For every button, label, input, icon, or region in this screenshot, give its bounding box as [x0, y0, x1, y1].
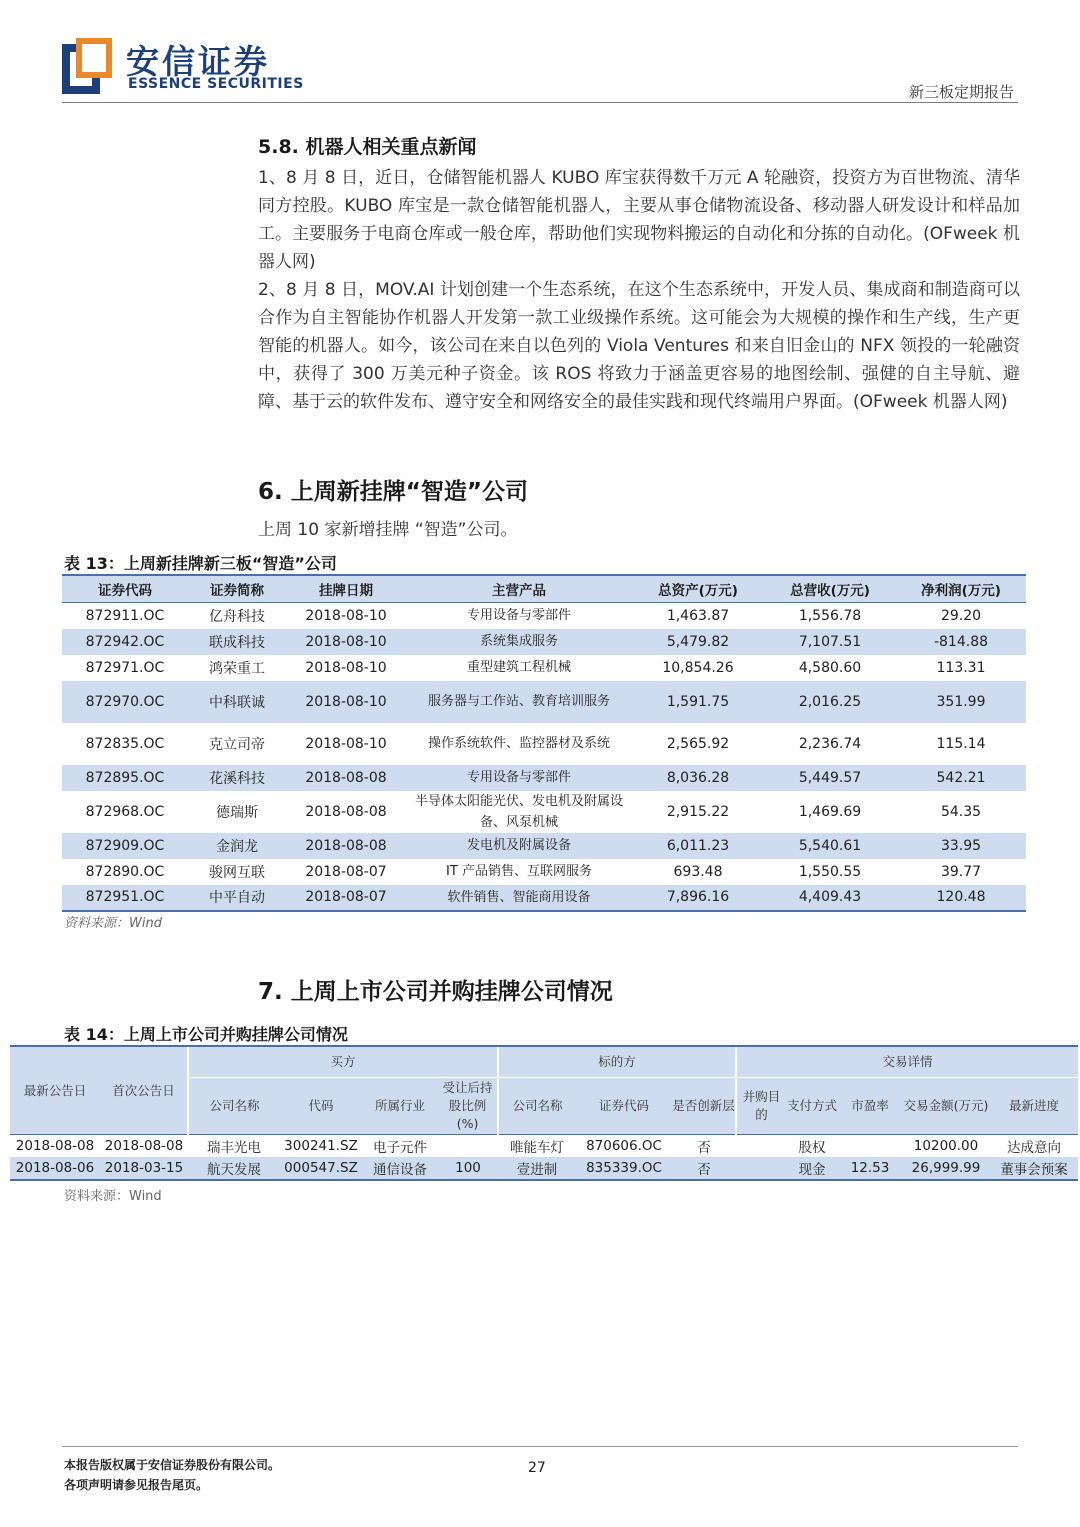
cell-name: 鸿荣重工 — [209, 660, 265, 677]
cell-revenue: 1,556.78 — [798, 607, 862, 624]
cell-target-code: 835339.OC — [576, 1157, 672, 1180]
cell-product: 系统集成服务 — [406, 629, 632, 655]
cell-target-name: 唯能车灯 — [510, 1140, 565, 1156]
cell-amount: 26,999.99 — [902, 1157, 990, 1180]
cell-product: 专用设备与零部件 — [406, 765, 632, 791]
brand-name: 安信证券 — [126, 42, 270, 81]
table-14-caption: 表 14：上周上市公司并购挂牌公司情况 — [64, 1025, 348, 1044]
col-header-buyer-name: 公司名称 — [188, 1078, 280, 1135]
cell-date: 2018-08-10 — [305, 659, 387, 676]
cell-code: 872895.OC — [62, 765, 188, 791]
col-header-target-code: 证券代码 — [576, 1078, 672, 1135]
col-header-amount: 交易金额(万元) — [902, 1078, 990, 1135]
cell-buyer-code: 300241.SZ — [284, 1138, 358, 1154]
table-row — [62, 723, 1026, 765]
cell-purpose — [736, 1135, 786, 1158]
table-14-source: 资料来源：Wind — [64, 1189, 162, 1204]
cell-name: 德瑞斯 — [216, 804, 258, 821]
cell-date: 2018-08-10 — [286, 629, 406, 655]
cell-pe — [838, 1135, 902, 1158]
col-header-target-name: 公司名称 — [498, 1078, 576, 1135]
table-row — [62, 603, 1026, 629]
page-number: 27 — [528, 1460, 546, 1476]
cell-revenue: 1,469.69 — [798, 803, 862, 820]
table-row — [62, 833, 1026, 859]
cell-name: 亿舟科技 — [209, 608, 265, 625]
table-group-header-row — [10, 1046, 1078, 1078]
cell-holding-ratio — [438, 1135, 498, 1158]
col-header-progress: 最新进度 — [990, 1078, 1078, 1135]
table-13-source: 资料来源：Wind — [64, 916, 162, 931]
col-header-name: 证券简称 — [188, 575, 286, 603]
cell-name: 花溪科技 — [188, 765, 286, 791]
cell-innovation-tier: 否 — [672, 1157, 736, 1180]
footer-disclaimer: 各项声明请参见报告尾页。 — [64, 1478, 209, 1492]
table-13-caption: 表 13：上周新挂牌新三板“智造”公司 — [64, 554, 337, 573]
table-row — [62, 765, 1026, 791]
cell-assets: 693.48 — [673, 863, 723, 880]
table-row — [62, 859, 1026, 885]
cell-profit: 113.31 — [936, 659, 986, 676]
cell-first-date: 2018-08-08 — [104, 1138, 184, 1154]
cell-first-date: 2018-03-15 — [100, 1157, 188, 1180]
table-header-row — [62, 575, 1026, 603]
ma-table — [10, 1045, 1078, 1181]
table-row — [62, 629, 1026, 655]
footer-copyright: 本报告版权属于安信证券股份有限公司。 — [64, 1458, 281, 1472]
cell-assets: 1,463.87 — [666, 607, 730, 624]
col-header-innovation-tier: 是否创新层 — [672, 1078, 736, 1135]
cell-assets: 2,565.92 — [666, 735, 730, 752]
col-header-buyer-industry: 所属行业 — [362, 1078, 438, 1135]
cell-product: 重型建筑工程机械 — [466, 660, 571, 675]
cell-profit: 115.14 — [936, 735, 986, 752]
cell-code: 872970.OC — [62, 681, 188, 723]
cell-profit: 542.21 — [896, 765, 1026, 791]
cell-name: 联成科技 — [188, 629, 286, 655]
cell-name: 克立司帝 — [209, 736, 265, 753]
cell-buyer-code: 000547.SZ — [280, 1157, 362, 1180]
cell-product: 服务器与工作站、教育培训服务 — [406, 681, 632, 723]
cell-name: 骏网互联 — [209, 864, 265, 881]
cell-purpose — [736, 1157, 786, 1180]
cell-date: 2018-08-10 — [305, 735, 387, 752]
section-title-5-8: 5.8. 机器人相关重点新闻 — [258, 136, 477, 158]
cell-revenue: 5,449.57 — [764, 765, 896, 791]
col-header-assets: 总资产(万元) — [632, 575, 764, 603]
group-header-buyer: 买方 — [188, 1046, 498, 1078]
cell-date: 2018-08-08 — [286, 765, 406, 791]
table-row — [10, 1135, 1078, 1158]
cell-holding-ratio: 100 — [438, 1157, 498, 1180]
cell-assets: 10,854.26 — [662, 659, 734, 676]
cell-date: 2018-08-10 — [305, 607, 387, 624]
cell-product: 发电机及附属设备 — [406, 833, 632, 859]
brand-name-en: ESSENCE SECURITIES — [128, 76, 304, 92]
table-row — [62, 885, 1026, 911]
cell-code: 872971.OC — [85, 659, 165, 676]
cell-code: 872951.OC — [62, 885, 188, 911]
cell-code: 872968.OC — [85, 803, 165, 820]
cell-buyer-name: 瑞丰光电 — [207, 1140, 261, 1156]
cell-revenue: 1,550.55 — [798, 863, 862, 880]
table-row — [62, 655, 1026, 681]
news-paragraph-2: 2、8 月 8 日，MOV.AI 计划创建一个生态系统，在这个生态系统中，开发人员、集成商和制造商可以合作为自主智能协作机器人开发第一款工业级操作系统。这可能会为大规模的操作和生产线，生产更智能的机器人。如今，该公司在来自以色列的 Viola Ventures 和来自旧金山的 NFX 领投的一轮融资中，获得了 300 万美元种子资金。该 ROS 将致力于涵盖更容易的地图绘制、强健的自主导航、避障、基于云的软件发布、遵守安全和网络安全的最佳实践和现代终端用户界面。(OFweek 机器人网) — [258, 280, 1020, 412]
cell-amount: 10200.00 — [913, 1138, 979, 1154]
cell-date: 2018-08-07 — [305, 863, 387, 880]
cell-profit: 33.95 — [896, 833, 1026, 859]
col-header-code: 证券代码 — [62, 575, 188, 603]
cell-revenue: 5,540.61 — [764, 833, 896, 859]
col-header-pe: 市盈率 — [838, 1078, 902, 1135]
cell-revenue: 4,580.60 — [798, 659, 862, 676]
col-header-date: 挂牌日期 — [286, 575, 406, 603]
cell-name: 中科联诚 — [188, 681, 286, 723]
col-header-profit: 净利润(万元) — [896, 575, 1026, 603]
cell-assets: 8,036.28 — [632, 765, 764, 791]
cell-product: 半导体太阳能光伏、发电机及附属设备、风泵机械 — [414, 793, 623, 830]
cell-date: 2018-08-08 — [286, 833, 406, 859]
cell-buyer-industry: 电子元件 — [373, 1140, 427, 1156]
header-divider — [62, 102, 1018, 103]
cell-assets: 1,591.75 — [632, 681, 764, 723]
group-header-target: 标的方 — [498, 1046, 736, 1078]
cell-date: 2018-08-07 — [286, 885, 406, 911]
cell-revenue: 2,016.25 — [764, 681, 896, 723]
cell-payment: 股权 — [798, 1140, 826, 1156]
col-header-purpose: 并购目的 — [736, 1078, 786, 1135]
cell-code: 872890.OC — [85, 863, 165, 880]
cell-code: 872911.OC — [85, 607, 165, 624]
cell-buyer-industry: 通信设备 — [362, 1157, 438, 1180]
cell-profit: 351.99 — [896, 681, 1026, 723]
cell-innovation-tier: 否 — [697, 1140, 711, 1156]
cell-name: 中平自动 — [188, 885, 286, 911]
cell-target-name: 壹进制 — [498, 1157, 576, 1180]
cell-date: 2018-08-10 — [286, 681, 406, 723]
cell-profit: 120.48 — [896, 885, 1026, 911]
cell-profit: 39.77 — [940, 863, 982, 880]
cell-product: 专用设备与零部件 — [466, 608, 571, 624]
cell-profit: 54.35 — [940, 803, 982, 820]
cell-assets: 2,915.22 — [666, 803, 730, 820]
cell-buyer-name: 航天发展 — [188, 1157, 280, 1180]
cell-assets: 5,479.82 — [632, 629, 764, 655]
report-type: 新三板定期报告 — [908, 83, 1014, 101]
cell-pe: 12.53 — [838, 1157, 902, 1180]
cell-assets: 7,896.16 — [632, 885, 764, 911]
col-header-revenue: 总营收(万元) — [764, 575, 896, 603]
cell-target-code: 870606.OC — [586, 1138, 662, 1154]
cell-code: 872909.OC — [62, 833, 188, 859]
section-6-intro: 上周 10 家新增挂牌 “智造”公司。 — [258, 520, 518, 540]
cell-product: IT 产品销售、互联网服务 — [446, 864, 592, 879]
cell-product: 软件销售、智能商用设备 — [406, 885, 632, 911]
section-title-7: 7. 上周上市公司并购挂牌公司情况 — [258, 979, 613, 1005]
cell-revenue: 4,409.43 — [764, 885, 896, 911]
cell-latest-date: 2018-08-06 — [10, 1157, 100, 1180]
cell-revenue: 2,236.74 — [798, 735, 862, 752]
col-header-latest-date: 最新公告日 — [10, 1046, 100, 1135]
cell-code: 872942.OC — [62, 629, 188, 655]
table-row — [62, 681, 1026, 723]
cell-progress: 达成意向 — [1007, 1140, 1062, 1156]
col-header-payment: 支付方式 — [786, 1078, 838, 1135]
cell-progress: 董事会预案 — [990, 1157, 1078, 1180]
cell-product: 操作系统软件、监控器材及系统 — [427, 736, 610, 751]
col-header-holding-ratio: 受让后持股比例(%) — [438, 1078, 498, 1135]
footer-divider — [62, 1446, 1018, 1447]
news-paragraph-1: 1、8 月 8 日，近日，仓储智能机器人 KUBO 库宝获得数千万元 A 轮融资，投资方为百世物流、清华同方控股。KUBO 库宝是一款仓储智能机器人，主要从事仓储物流设备、移动器人研发设计和样品加工。主要服务于电商仓库或一般仓库，帮助他们实现物料搬运的自动化和分拣的自动化。(OFweek 机器人网) — [258, 168, 1020, 272]
cell-date: 2018-08-08 — [305, 803, 387, 820]
group-header-deal: 交易详情 — [736, 1046, 1078, 1078]
cell-profit: -814.88 — [896, 629, 1026, 655]
cell-profit: 29.20 — [940, 607, 982, 624]
section-title-6: 6. 上周新挂牌“智造”公司 — [258, 479, 528, 505]
col-header-product: 主营产品 — [406, 575, 632, 603]
cell-payment: 现金 — [786, 1157, 838, 1180]
new-listings-table — [62, 574, 1026, 912]
table-row — [62, 791, 1026, 833]
cell-name: 金润龙 — [188, 833, 286, 859]
logo-icon — [62, 38, 112, 94]
cell-revenue: 7,107.51 — [764, 629, 896, 655]
cell-assets: 6,011.23 — [632, 833, 764, 859]
col-header-buyer-code: 代码 — [280, 1078, 362, 1135]
cell-code: 872835.OC — [85, 735, 165, 752]
cell-latest-date: 2018-08-08 — [15, 1138, 95, 1154]
table-row — [10, 1157, 1078, 1180]
col-header-first-date: 首次公告日 — [100, 1046, 188, 1135]
